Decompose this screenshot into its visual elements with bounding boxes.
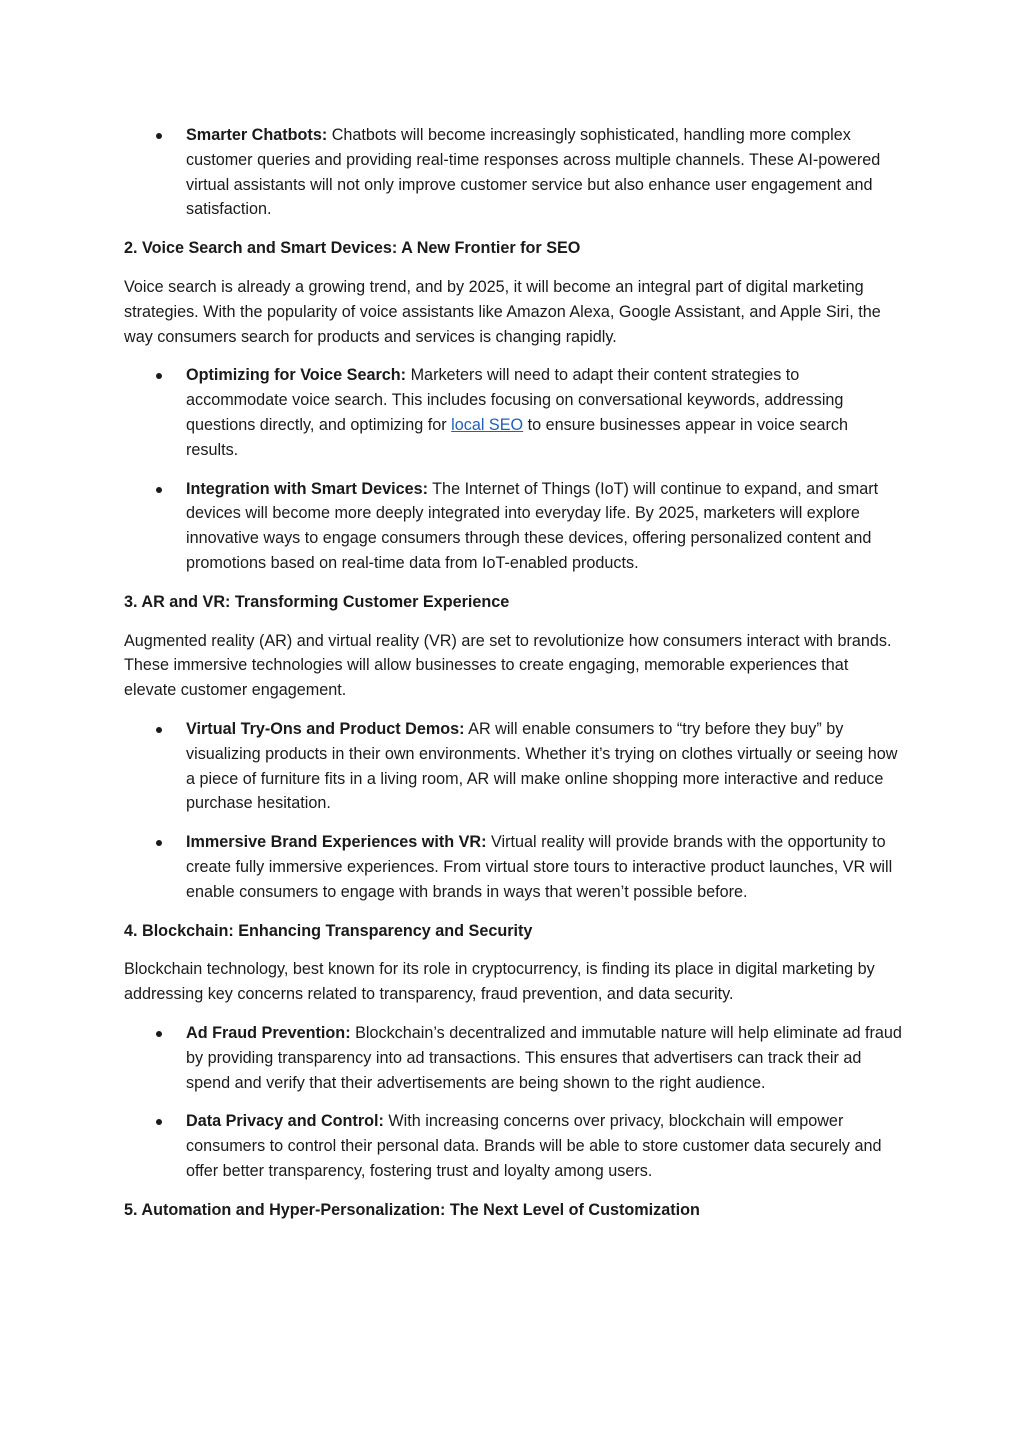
bullet-text: Marketers will need to adapt their content strategies to accommodate voice search. This includes focusing on conversational keywords, addressing questions directly, and optimizing for [186,366,844,434]
section-paragraph-voice-search: Voice search is already a growing trend, and by 2025, it will become an integral part of digital marketing strategies. With the popularity of voice assistants like Amazon Alexa, Google Assistant, and Apple Siri, the way consumers search for products and services is changing rapidly. [124,277,881,346]
bullet-dot-icon [156,133,162,139]
section-heading-automation: 5. Automation and Hyper-Personalization: The Next Level of Customization [124,1200,700,1219]
document-page [124,123,904,1236]
bullet-lead: Integration with Smart Devices: [186,479,428,498]
list-item [124,123,904,222]
bullet-text: With increasing concerns over privacy, blockchain will empower consumers to control their personal data. Brands will be able to store customer data securely and offer better transparency, fostering trust and loyalty among users. [186,1112,882,1180]
list-item [124,1021,904,1095]
intro-bullet-list [124,123,904,222]
bullet-text: Blockchain’s decentralized and immutable nature will help eliminate ad fraud by providing transparency into ad transactions. This ensures that advertisers can track their ad spend and verify that their advertisements are being shown to the right audience. [186,1023,902,1092]
section-heading-ar-vr: 3. AR and VR: Transforming Customer Experience [124,592,510,611]
bullet-text: Virtual reality will provide brands with the opportunity to create fully immersive experiences. From virtual store tours to interactive product launches, VR will enable consumers to engage with brands in ways that weren’t possible before. [186,833,893,901]
blockchain-bullet-list [124,1021,904,1184]
ar-vr-bullet-list [124,717,904,905]
bullet-lead: Smarter Chatbots: [186,126,328,144]
list-item [124,477,904,576]
bullet-text: The Internet of Things (IoT) will continue to expand, and smart devices will become more deeply integrated into everyday life. By 2025, marketers will explore innovative ways to engage consumers through these devices, offering personalized content and promotions based on real-time data from IoT-enabled products. [186,479,879,572]
list-item [124,830,904,904]
section-paragraph-blockchain: Blockchain technology, best known for its role in cryptocurrency, is finding its place in digital marketing by addressing key concerns related to transparency, fraud prevention, and data security. [124,960,875,1004]
bullet-text: Chatbots will become increasingly sophisticated, handling more complex customer queries and providing real-time responses across multiple channels. These AI-powered virtual assistants will not only improve customer service but also enhance user engagement and satisfaction. [186,126,881,219]
bullet-dot-icon [156,840,162,846]
bullet-lead: Immersive Brand Experiences with VR: [186,833,487,852]
bullet-lead: Optimizing for Voice Search: [186,366,407,385]
bullet-dot-icon [156,487,162,493]
list-item [124,1109,904,1183]
list-item [124,363,904,462]
bullet-text: AR will enable consumers to “try before they buy” by visualizing products in their own environments. Whether it’s trying on clothes virtually or seeing how a piece of furniture fits in a living room, AR will make online shopping more interactive and reduce purchase hesitation. [186,719,898,813]
list-item [124,717,904,816]
bullet-dot-icon [156,1119,162,1125]
voice-search-bullet-list [124,363,904,575]
bullet-dot-icon [156,727,162,733]
bullet-lead: Virtual Try-Ons and Product Demos: [186,719,465,738]
bullet-dot-icon [156,373,162,379]
section-heading-blockchain: 4. Blockchain: Enhancing Transparency and Security [124,921,533,940]
bullet-text: to ensure businesses appear in voice search results. [186,415,848,459]
bullet-lead: Data Privacy and Control: [186,1112,384,1131]
bullet-lead: Ad Fraud Prevention: [186,1023,351,1042]
section-heading-voice-search: 2. Voice Search and Smart Devices: A New Frontier for SEO [124,239,581,258]
bullet-dot-icon [156,1031,162,1037]
section-paragraph-ar-vr: Augmented reality (AR) and virtual reality (VR) are set to revolutionize how consumers interact with brands. These immersive technologies will allow businesses to create engaging, memorable experiences that elevate customer engagement. [124,631,892,700]
local-seo-link[interactable]: local SEO [451,415,524,434]
